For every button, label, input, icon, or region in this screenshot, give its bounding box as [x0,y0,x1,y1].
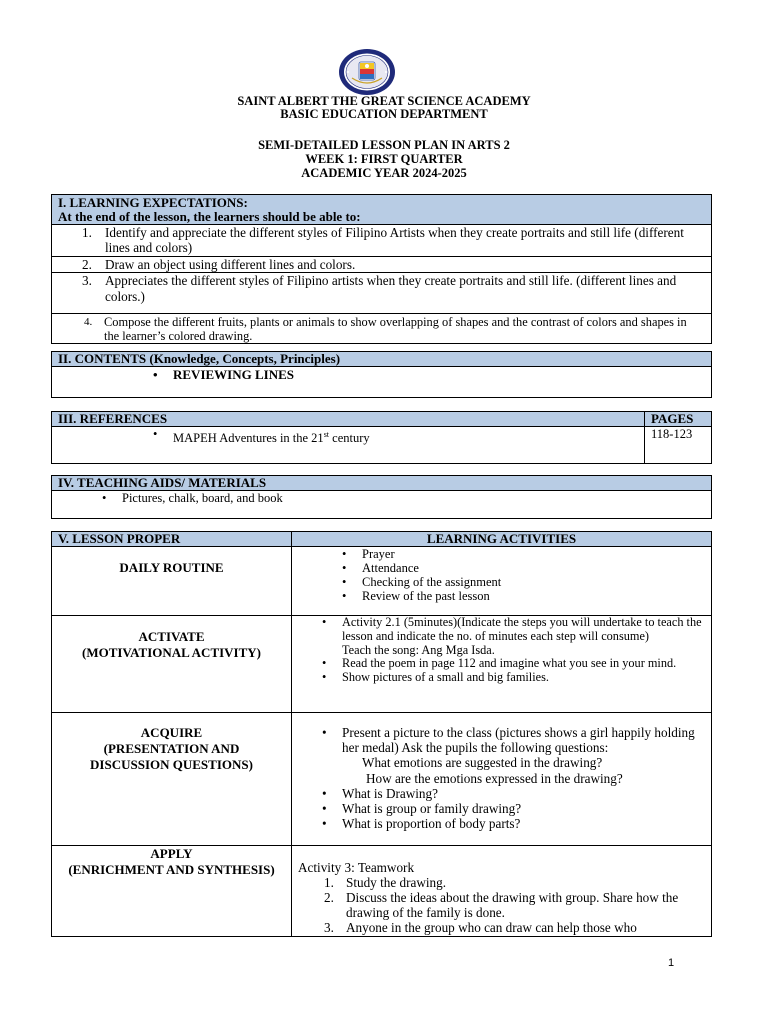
list-item: • Attendance [362,561,711,575]
reference-cell [52,427,645,464]
list-item: • What is group or family drawing? [342,801,703,816]
reference-item: • MAPEH Adventures in the 21st century [173,427,644,446]
plan-title: SEMI-DETAILED LESSON PLAN IN ARTS 2 [258,138,510,152]
week-label: WEEK 1: FIRST QUARTER [305,152,463,166]
objective-row [52,314,712,344]
acquire-activities [292,713,712,846]
school-name: SAINT ALBERT THE GREAT SCIENCE ACADEMY [237,94,531,108]
objective-row [52,225,712,257]
question-item: What emotions are suggested in the drawing? [362,755,603,771]
daily-routine-cell [52,547,292,616]
acquire-label: ACQUIRE [140,725,203,740]
objective-text: Identify and appreciate the different styles of Filipino Artists when they create portraits and still life (different lines and colors) [105,225,684,255]
objective-number: 1. [82,225,92,240]
list-item: • Checking of the assignment [362,575,711,589]
acquire-cell [52,713,292,846]
objective-text: Draw an object using different lines and colors. [105,257,356,272]
teaching-aids-body [52,491,712,519]
apply-cell [52,846,292,937]
objective-text: Compose the different fruits, plants or animals to show overlapping of shapes and the contrast of colors and shapes in the learner’s colored drawing. [104,315,687,343]
references-table [51,411,712,464]
lesson-proper-header: V. LESSON PROPER [52,532,292,547]
list-item: • Show pictures of a small and big families. [342,671,703,685]
list-item: • Read the poem in page 112 and imagine what you see in your mind. [342,657,703,671]
apply-label: APPLY [150,846,193,861]
list-item: • What is Drawing? [342,786,703,801]
list-item: • Prayer [362,547,711,561]
reference-pages: 118-123 [645,427,712,464]
section1-subtitle: At the end of the lesson, the learners should be able to: [58,209,361,224]
step-text: Discuss the ideas about the drawing with group. Share how the drawing of the family is done. [346,890,679,920]
contents-body [52,367,712,398]
contents-item: • REVIEWING LINES [173,367,711,383]
contents-table [51,351,712,398]
teaching-aids-table [51,475,712,519]
objective-row [52,273,712,314]
teaching-aids-item: • Pictures, chalk, board, and book [122,491,711,506]
pages-header: PAGES [645,412,712,427]
list-item: • What is proportion of body parts? [342,816,703,831]
list-item: • Review of the past lesson [362,589,711,603]
learning-expectations-header [52,195,712,225]
lesson-proper-table [51,531,712,937]
references-header: III. REFERENCES [52,412,645,427]
section1-title: I. LEARNING EXPECTATIONS: [58,195,248,210]
academic-year: ACADEMIC YEAR 2024-2025 [301,166,467,180]
activity-title: Activity 3: Teamwork [298,860,415,875]
objective-number: 2. [82,257,92,272]
daily-routine-activities [292,547,712,616]
objective-number: 3. [82,273,92,288]
activate-label: ACTIVATE [138,629,205,644]
step-text: Anyone in the group who can draw can help those who [346,920,637,935]
step-number: 1. [324,875,334,890]
activate-sublabel: (MOTIVATIONAL ACTIVITY) [81,645,262,660]
acquire-sublabel: DISCUSSION QUESTIONS) [90,757,253,772]
teaching-aids-header: IV. TEACHING AIDS/ MATERIALS [52,476,712,491]
activate-cell [52,616,292,713]
step-number: 2. [324,890,334,905]
objective-number: 4. [84,316,93,328]
acquire-sublabel: (PRESENTATION AND [103,741,240,756]
step-number: 3. [324,920,334,935]
question-item: How are the emotions expressed in the drawing? [366,770,623,786]
activate-activities [292,616,712,713]
daily-routine-label: DAILY ROUTINE [119,560,224,575]
objective-row [52,257,712,273]
apply-activities [292,846,712,937]
school-seal-icon [338,48,396,96]
apply-sublabel: (ENRICHMENT AND SYNTHESIS) [68,862,275,877]
learning-expectations-table [51,194,712,344]
page-number: 1 [668,957,675,969]
step-text: Study the drawing. [346,875,446,890]
learning-activities-header: LEARNING ACTIVITIES [292,532,712,547]
contents-header: II. CONTENTS (Knowledge, Concepts, Principles) [52,352,712,367]
list-item: • Present a picture to the class (pictures shows a girl happily holding her medal) Ask the pupils the following questions: [342,725,703,755]
list-item: • Activity 2.1 (5minutes)(Indicate the steps you will undertake to teach the lesson and indicate the no. of minutes each step will consume) Teach the song: Ang Mga Isda. [342,616,703,657]
objective-text: Appreciates the different styles of Filipino artists when they create portraits and still life. (different lines and colors.) [105,273,677,304]
department-name: BASIC EDUCATION DEPARTMENT [280,107,488,121]
